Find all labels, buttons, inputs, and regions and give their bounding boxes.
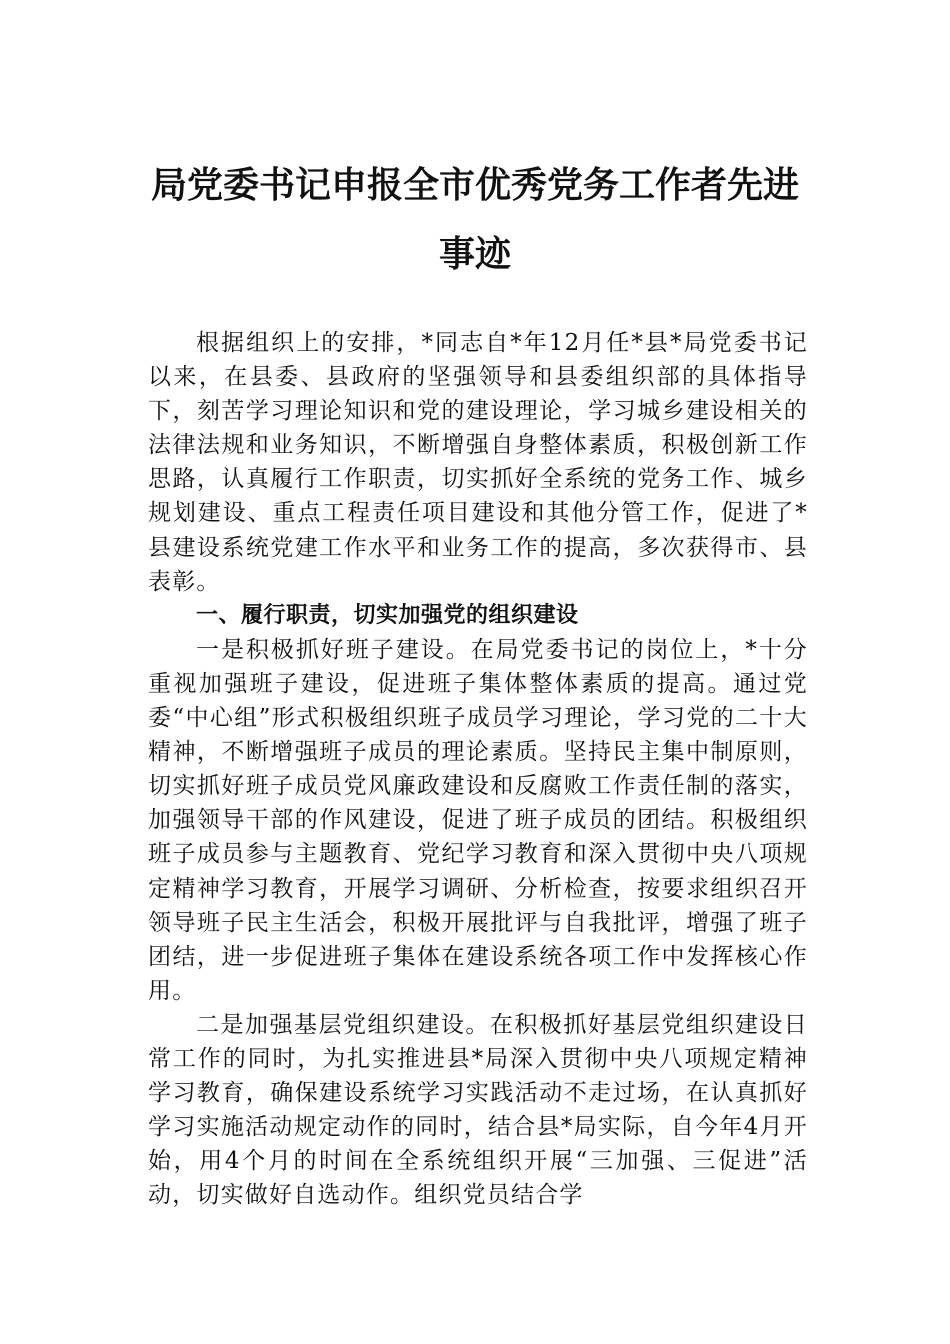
document-title-line-1: 局党委书记申报全市优秀党务工作者先进 <box>150 164 799 206</box>
body-paragraph: 二是加强基层党组织建设。在积极抓好基层党组织建设日常工作的同时，为扎实推进县*局深入贯彻中央八项规定精神学习教育，确保建设系统学习实践活动不走过场，在认真抓好学习实施活动规定动作的同时，结合县*局实际，自今年4月开始，用4个月的时间在全系统组织开展“三加强、三促进”活动，切实做好自选动作。组织党员结合学 <box>148 1011 808 1209</box>
section-heading: 一、履行职责，切实加强党的组织建设 <box>196 602 579 628</box>
document-body <box>148 326 808 1212</box>
body-paragraph: 一是积极抓好班子建设。在局党委书记的岗位上，*十分重视加强班子建设，促进班子集体整体素质的提高。通过党委“中心组”形式积极组织班子成员学习理论，学习党的二十大精神，不断增强班子成员的理论素质。坚持民主集中制原则，切实抓好班子成员党风廉政建设和反腐败工作责任制的落实，加强领导干部的作风建设，促进了班子成员的团结。积极组织班子成员参与主题教育、党纪学习教育和深入贯彻中央八项规定精神学习教育，开展学习调研、分析检查，按要求组织召开领导班子民主生活会，积极开展批评与自我批评，增强了班子团结，进一步促进班子集体在建设系统各项工作中发挥核心作用。 <box>148 636 808 1004</box>
document-title-line-2: 事迹 <box>438 233 511 275</box>
intro-paragraph: 根据组织上的安排，*同志自*年12月任*县*局党委书记以来，在县委、县政府的坚强领导和县委组织部的具体指导下，刻苦学习理论知识和党的建设理论，学习城乡建设相关的法律法规和业务知识，不断增强自身整体素质，积极创新工作思路，认真履行工作职责，切实抓好全系统的党务工作、城乡规划建设、重点工程责任项目建设和其他分管工作，促进了*县建设系统党建工作水平和业务工作的提高，多次获得市、县表彰。 <box>148 330 808 595</box>
